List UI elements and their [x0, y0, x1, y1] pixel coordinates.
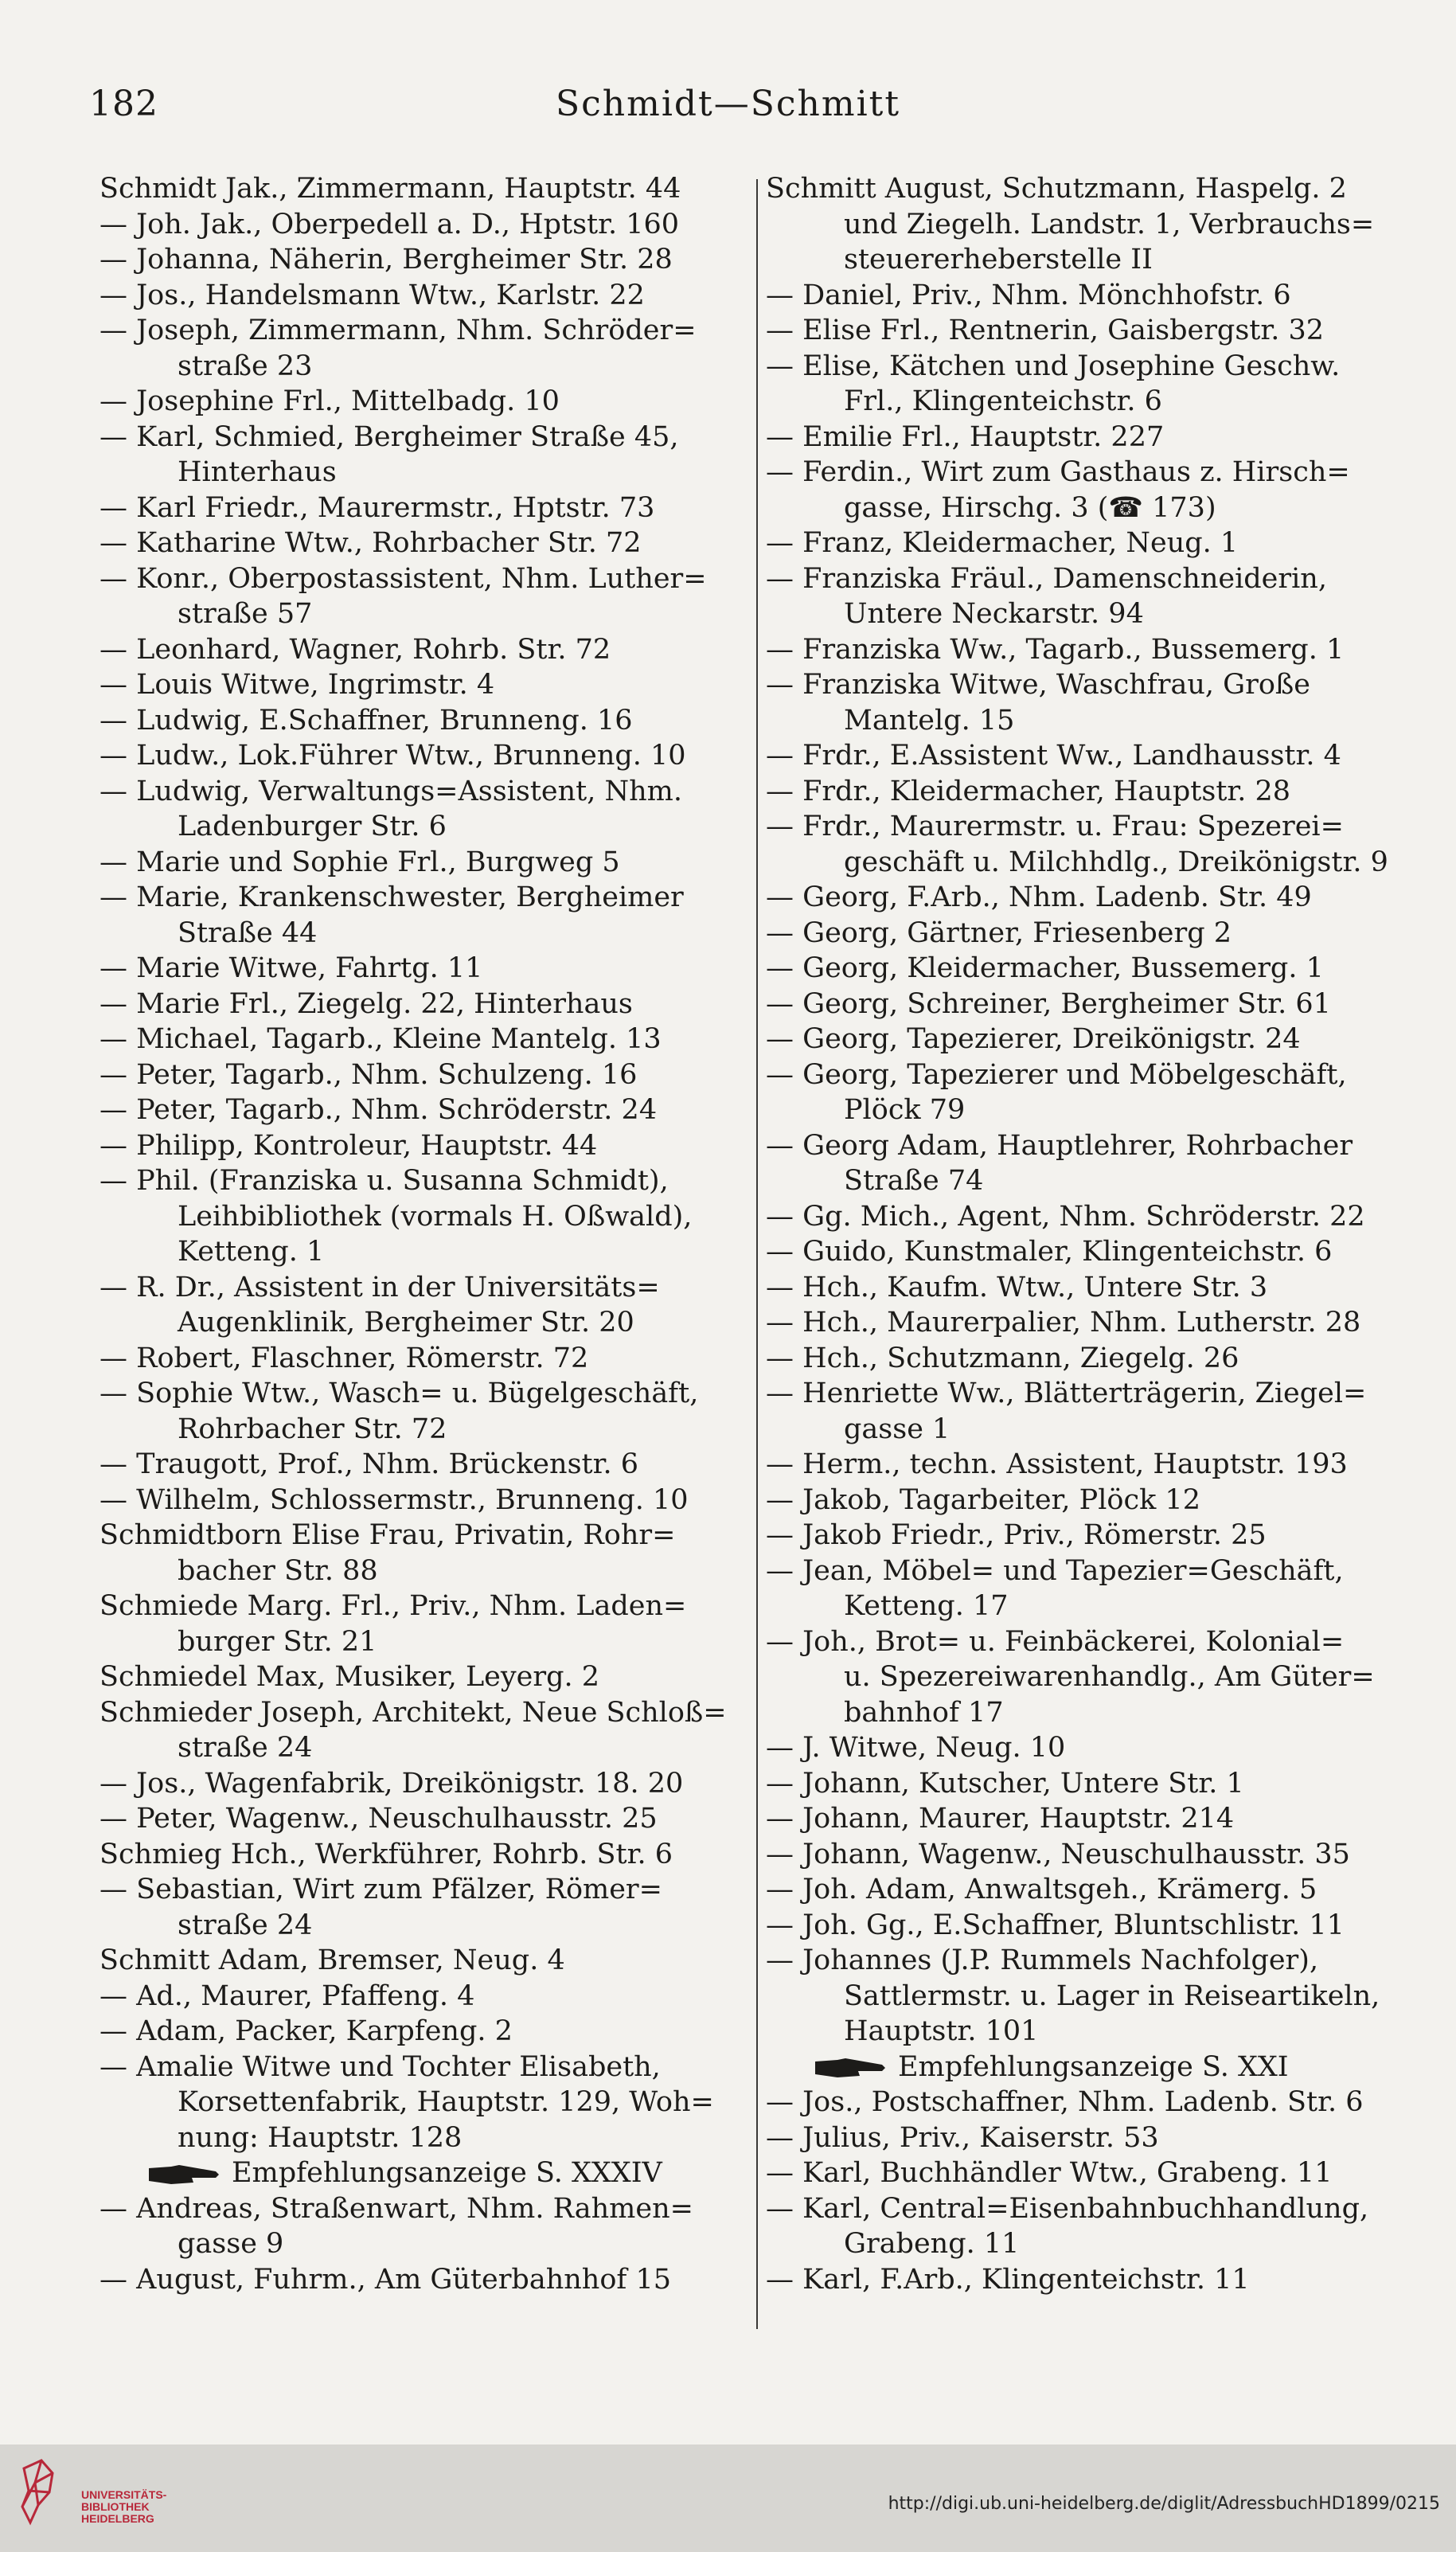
directory-entry: [100, 1943, 748, 1979]
entry-continuation-line: und Ziegelh. Landstr. 1, Verbrauchs=: [844, 208, 1375, 240]
entry-line: Schmidtborn Elise Frau, Privatin, Rohr=: [100, 1519, 676, 1551]
entry-line: — Johann, Maurer, Hauptstr. 214: [766, 1803, 1235, 1835]
entry-continuation-line: Korsettenfabrik, Hauptstr. 129, Woh=: [178, 2086, 714, 2118]
directory-entry: [766, 809, 1419, 880]
footer-bar: [0, 2445, 1456, 2552]
entry-line: — Ludw., Lok.Führer Wtw., Brunneng. 10: [100, 740, 686, 772]
entry-line: — R. Dr., Assistent in der Universitäts=: [100, 1271, 660, 1303]
entry-continuation-line: steuererheberstelle II: [844, 244, 1153, 276]
directory-entry: [766, 313, 1419, 349]
directory-entry: [766, 1908, 1419, 1944]
entry-line: Schmidt Jak., Zimmermann, Hauptstr. 44: [100, 173, 681, 205]
directory-entry: [100, 1163, 748, 1270]
entry-continuation-line: Grabeng. 11: [844, 2228, 1020, 2260]
directory-entry: [100, 1447, 748, 1483]
library-name-line: UNIVERSITÄTS-: [81, 2488, 167, 2501]
entry-line: — Ludwig, E.Schaffner, Brunneng. 16: [100, 704, 633, 737]
entry-line: — Franziska Fräul., Damenschneiderin,: [766, 562, 1327, 595]
entry-continuation-line: gasse 9: [178, 2228, 284, 2260]
directory-entry: [766, 2120, 1419, 2156]
directory-entry: [766, 1341, 1419, 1377]
directory-entry: [100, 278, 748, 314]
directory-entry: [766, 1128, 1419, 1199]
entry-line: — Frdr., Kleidermacher, Hauptstr. 28: [766, 775, 1291, 807]
entry-line: — Konr., Oberpostassistent, Nhm. Luther=: [100, 562, 707, 595]
directory-entry: [766, 1801, 1419, 1837]
entry-continuation-line: Straße 44: [178, 916, 318, 949]
entry-continuation-line: bahnhof 17: [844, 1696, 1004, 1729]
entry-line: — Karl Friedr., Maurermstr., Hptstr. 73: [100, 491, 655, 524]
entry-continuation-line: u. Spezereiwarenhandlg., Am Güter=: [844, 1661, 1375, 1693]
directory-entry: [766, 561, 1419, 632]
entry-line: — Georg, Schreiner, Bergheimer Str. 61: [766, 987, 1331, 1020]
directory-entry: [100, 420, 748, 490]
directory-entry: [766, 2155, 1419, 2191]
directory-entry: [100, 2191, 748, 2262]
directory-entry: [100, 703, 748, 739]
entry-continuation-line: gasse 1: [844, 1413, 950, 1445]
entry-continuation-line: Straße 74: [844, 1165, 984, 1197]
directory-entry: [100, 384, 748, 420]
directory-entry: [100, 2050, 748, 2156]
entry-continuation-line: Ketteng. 17: [844, 1590, 1009, 1622]
entry-line: — Frdr., Maurermstr. u. Frau: Spezerei=: [766, 811, 1344, 842]
directory-entry: [766, 526, 1419, 561]
directory-entry: [100, 1801, 748, 1837]
entry-line: Schmieg Hch., Werkführer, Rohrb. Str. 6: [100, 1838, 673, 1870]
entry-continuation-line: Rohrbacher Str. 72: [178, 1413, 447, 1445]
entry-line: — Phil. (Franziska u. Susanna Schmidt),: [100, 1165, 669, 1197]
directory-entry: [100, 845, 748, 881]
entry-continuation-line: Mantelg. 15: [844, 704, 1015, 737]
running-title: Schmidt—Schmitt: [555, 84, 901, 124]
entry-line: — Adam, Packer, Karpfeng. 2: [100, 2015, 513, 2047]
entry-continuation-line: geschäft u. Milchhdlg., Dreikönigstr. 9: [844, 846, 1388, 878]
directory-entry: [100, 951, 748, 987]
directory-entry: [100, 1270, 748, 1341]
entry-line: — Ad., Maurer, Pfaffeng. 4: [100, 1979, 475, 2012]
entry-line: — Elise, Kätchen und Josephine Geschw.: [766, 350, 1341, 382]
directory-entry: [766, 1766, 1419, 1802]
directory-entry: [766, 667, 1419, 738]
entry-line: — Peter, Wagenw., Neuschulhausstr. 25: [100, 1803, 658, 1835]
entry-continuation-line: bacher Str. 88: [178, 1554, 378, 1587]
university-seal-icon: [18, 2459, 59, 2532]
entry-line: — Guido, Kunstmaler, Klingenteichstr. 6: [766, 1236, 1333, 1268]
directory-entry: [766, 1376, 1419, 1447]
entry-line: — Philipp, Kontroleur, Hauptstr. 44: [100, 1129, 598, 1162]
directory-entry: [100, 313, 748, 384]
entry-continuation-line: gasse, Hirschg. 3 (☎ 173): [844, 491, 1216, 524]
directory-entry: [100, 1518, 748, 1589]
entry-continuation-line: Ketteng. 1: [178, 1236, 325, 1268]
entry-line: — Peter, Tagarb., Nhm. Schröderstr. 24: [100, 1094, 658, 1126]
directory-entry: [766, 1199, 1419, 1235]
directory-entry: [766, 774, 1419, 810]
directory-entry: [100, 2014, 748, 2050]
entry-line: — Jos., Wagenfabrik, Dreikönigstr. 18. 20: [100, 1767, 684, 1800]
entry-line: — Louis Witwe, Ingrimstr. 4: [100, 669, 495, 701]
directory-entry: [766, 951, 1419, 987]
entry-continuation-line: nung: Hauptstr. 128: [178, 2121, 463, 2154]
directory-entry: [100, 632, 748, 668]
directory-entry: [100, 987, 748, 1022]
entry-line: — Michael, Tagarb., Kleine Mantelg. 13: [100, 1023, 662, 1055]
entry-line: — Karl, Schmied, Bergheimer Straße 45,: [100, 420, 679, 453]
entry-line: — Jakob Friedr., Priv., Römerstr. 25: [766, 1519, 1267, 1551]
directory-entry: [100, 1659, 748, 1695]
entry-line: — Marie und Sophie Frl., Burgweg 5: [100, 846, 620, 878]
directory-entry: [100, 490, 748, 526]
entry-line: — Marie, Krankenschwester, Bergheimer: [100, 881, 684, 913]
entry-line: — Elise Frl., Rentnerin, Gaisbergstr. 32: [766, 315, 1325, 346]
entry-line: — Gg. Mich., Agent, Nhm. Schröderstr. 22: [766, 1200, 1365, 1233]
page-header: [0, 76, 1456, 139]
entry-line: Schmitt Adam, Bremser, Neug. 4: [100, 1944, 565, 1976]
entry-line: Schmiedel Max, Musiker, Leyerg. 2: [100, 1661, 600, 1693]
directory-columns: [0, 171, 1456, 2353]
entry-continuation-line: Augenklinik, Bergheimer Str. 20: [178, 1307, 634, 1339]
pointing-hand-icon: [147, 2163, 221, 2186]
directory-entry: [100, 1022, 748, 1057]
entry-line: — Robert, Flaschner, Römerstr. 72: [100, 1342, 589, 1374]
entry-line: — Julius, Priv., Kaiserstr. 53: [766, 2121, 1159, 2154]
entry-line: — Leonhard, Wagner, Rohrb. Str. 72: [100, 633, 611, 666]
entry-line: — Karl, F.Arb., Klingenteichstr. 11: [766, 2263, 1250, 2296]
directory-entry: [100, 667, 748, 703]
entry-line: — Ferdin., Wirt zum Gasthaus z. Hirsch=: [766, 456, 1350, 488]
entry-line: — Marie Witwe, Fahrtg. 11: [100, 952, 483, 984]
directory-entry: [766, 1872, 1419, 1908]
entry-line: Schmieder Joseph, Architekt, Neue Schloß=: [100, 1696, 727, 1729]
entry-line: — Georg, Kleidermacher, Bussemerg. 1: [766, 952, 1324, 984]
directory-entry: [100, 1376, 748, 1447]
directory-entry: [766, 1483, 1419, 1518]
column-divider: [756, 179, 758, 2329]
directory-entry: [766, 987, 1419, 1022]
directory-entry: [766, 2085, 1419, 2120]
directory-entry: [100, 171, 748, 207]
entry-line: — Frdr., E.Assistent Ww., Landhausstr. 4: [766, 740, 1341, 772]
entry-line: — Sebastian, Wirt zum Pfälzer, Römer=: [100, 1874, 662, 1905]
directory-entry: [766, 1057, 1419, 1128]
directory-entry: [100, 1695, 748, 1766]
directory-entry: [100, 1483, 748, 1518]
advertisement-reference: [766, 2050, 1419, 2085]
entry-line: — Johannes (J.P. Rummels Nachfolger),: [766, 1944, 1319, 1976]
directory-entry: [766, 2262, 1419, 2298]
directory-entry: [766, 171, 1419, 278]
entry-line: — Jakob, Tagarbeiter, Plöck 12: [766, 1483, 1200, 1516]
entry-line: — Joseph, Zimmermann, Nhm. Schröder=: [100, 315, 697, 346]
advertisement-text: Empfehlungsanzeige S. XXXIV: [232, 2157, 662, 2189]
directory-entry: [766, 349, 1419, 420]
library-logo[interactable]: [18, 2459, 177, 2538]
directory-entry: [766, 1022, 1419, 1057]
entry-line: — August, Fuhrm., Am Güterbahnhof 15: [100, 2263, 672, 2296]
right-column: [766, 171, 1419, 2297]
entry-line: — Georg, Tapezierer, Dreikönigstr. 24: [766, 1023, 1301, 1055]
pointing-hand-icon: [814, 2057, 887, 2079]
entry-line: — Georg, Tapezierer und Möbelgeschäft,: [766, 1058, 1347, 1091]
entry-line: — Franz, Kleidermacher, Neug. 1: [766, 527, 1239, 559]
library-name-line: HEIDELBERG: [81, 2512, 154, 2525]
entry-line: — Johann, Wagenw., Neuschulhausstr. 35: [766, 1838, 1350, 1870]
entry-line: — Franziska Ww., Tagarb., Bussemerg. 1: [766, 633, 1345, 666]
entry-line: — J. Witwe, Neug. 10: [766, 1732, 1066, 1764]
library-name-line: BIBLIOTHEK: [81, 2500, 150, 2513]
directory-entry: [766, 1270, 1419, 1306]
directory-entry: [100, 1837, 748, 1873]
entry-line: — Henriette Ww., Blätterträgerin, Ziegel=: [766, 1378, 1367, 1409]
entry-continuation-line: straße 57: [178, 598, 313, 630]
directory-entry: [100, 207, 748, 243]
directory-entry: [100, 1092, 748, 1128]
directory-entry: [766, 1624, 1419, 1731]
entry-continuation-line: burger Str. 21: [178, 1625, 377, 1658]
entry-line: — Georg Adam, Hauptlehrer, Rohrbacher: [766, 1129, 1353, 1162]
entry-line: — Georg, Gärtner, Friesenberg 2: [766, 916, 1232, 949]
entry-line: — Johanna, Näherin, Bergheimer Str. 28: [100, 244, 673, 276]
directory-entry: [100, 1872, 748, 1943]
entry-line: Schmiede Marg. Frl., Priv., Nhm. Laden=: [100, 1590, 687, 1622]
entry-line: — Franziska Witwe, Waschfrau, Große: [766, 669, 1310, 701]
directory-entry: [100, 2262, 748, 2298]
entry-line: Schmitt August, Schutzmann, Haspelg. 2: [766, 173, 1347, 205]
entry-line: — Emilie Frl., Hauptstr. 227: [766, 420, 1165, 453]
entry-line: — Joh. Jak., Oberpedell a. D., Hptstr. 160: [100, 208, 680, 240]
directory-entry: [766, 880, 1419, 916]
directory-entry: [100, 774, 748, 845]
directory-entry: [100, 1341, 748, 1377]
directory-entry: [766, 1943, 1419, 2050]
entry-continuation-line: Ladenburger Str. 6: [178, 811, 447, 842]
entry-line: — Peter, Tagarb., Nhm. Schulzeng. 16: [100, 1058, 638, 1091]
entry-line: — Daniel, Priv., Nhm. Mönchhofstr. 6: [766, 279, 1291, 311]
entry-line: — Joh., Brot= u. Feinbäckerei, Kolonial=: [766, 1625, 1345, 1658]
page-number: 182: [89, 84, 158, 124]
entry-line: — Johann, Kutscher, Untere Str. 1: [766, 1767, 1244, 1800]
entry-continuation-line: straße 23: [178, 350, 313, 382]
directory-entry: [766, 1234, 1419, 1270]
entry-line: — Jos., Handelsmann Wtw., Karlstr. 22: [100, 279, 645, 311]
entry-line: — Amalie Witwe und Tochter Elisabeth,: [100, 2050, 661, 2083]
directory-entry: [766, 1730, 1419, 1766]
entry-line: — Karl, Buchhändler Wtw., Grabeng. 11: [766, 2157, 1333, 2189]
entry-continuation-line: Hinterhaus: [178, 456, 337, 488]
entry-line: — Herm., techn. Assistent, Hauptstr. 193: [766, 1448, 1348, 1480]
advertisement-reference: [100, 2155, 748, 2191]
directory-entry: [100, 1979, 748, 2015]
directory-entry: [766, 916, 1419, 952]
directory-entry: [100, 880, 748, 951]
entry-continuation-line: Plöck 79: [844, 1094, 966, 1126]
entry-line: — Joh. Gg., E.Schaffner, Bluntschlistr. 11: [766, 1909, 1345, 1941]
entry-line: — Jos., Postschaffner, Nhm. Ladenb. Str. 6: [766, 2086, 1364, 2118]
directory-entry: [766, 420, 1419, 455]
directory-entry: [100, 2155, 748, 2191]
entry-continuation-line: Frl., Klingenteichstr. 6: [844, 385, 1162, 417]
entry-line: — Georg, F.Arb., Nhm. Ladenb. Str. 49: [766, 881, 1312, 913]
directory-entry: [100, 1766, 748, 1802]
directory-entry: [100, 1128, 748, 1164]
entry-line: — Joh. Adam, Anwaltsgeh., Krämerg. 5: [766, 1874, 1317, 1905]
directory-entry: [766, 1305, 1419, 1341]
directory-entry: [766, 1518, 1419, 1553]
entry-line: — Wilhelm, Schlossermstr., Brunneng. 10: [100, 1483, 689, 1516]
directory-entry: [766, 632, 1419, 668]
entry-line: — Hch., Schutzmann, Ziegelg. 26: [766, 1342, 1239, 1374]
entry-continuation-line: Hauptstr. 101: [844, 2015, 1039, 2047]
entry-line: — Hch., Kaufm. Wtw., Untere Str. 3: [766, 1271, 1268, 1303]
directory-entry: [100, 561, 748, 632]
entry-line: — Andreas, Straßenwart, Nhm. Rahmen=: [100, 2192, 693, 2225]
source-url[interactable]: http://digi.ub.uni-heidelberg.de/diglit/AdressbuchHD1899/0215: [888, 2494, 1440, 2514]
entry-continuation-line: straße 24: [178, 1909, 313, 1941]
directory-entry: [766, 2191, 1419, 2262]
directory-entry: [766, 278, 1419, 314]
entry-continuation-line: Leihbibliothek (vormals H. Oßwald),: [178, 1200, 693, 1233]
directory-entry: [100, 242, 748, 278]
left-column: [100, 171, 748, 2297]
directory-entry: [100, 1057, 748, 1093]
entry-line: — Hch., Maurerpalier, Nhm. Lutherstr. 28: [766, 1307, 1361, 1339]
entry-line: — Marie Frl., Ziegelg. 22, Hinterhaus: [100, 987, 633, 1020]
directory-entry: [766, 1447, 1419, 1483]
advertisement-text: Empfehlungsanzeige S. XXI: [898, 2050, 1289, 2083]
entry-line: — Sophie Wtw., Wasch= u. Bügelgeschäft,: [100, 1378, 699, 1409]
directory-entry: [100, 738, 748, 774]
entry-continuation-line: straße 24: [178, 1732, 313, 1764]
directory-entry: [766, 455, 1419, 526]
entry-line: — Katharine Wtw., Rohrbacher Str. 72: [100, 527, 642, 559]
entry-line: — Jean, Möbel= und Tapezier=Geschäft,: [766, 1554, 1344, 1587]
directory-entry: [766, 738, 1419, 774]
directory-entry: [766, 1553, 1419, 1624]
directory-entry: [100, 526, 748, 561]
entry-line: — Karl, Central=Eisenbahnbuchhandlung,: [766, 2192, 1369, 2225]
entry-line: — Ludwig, Verwaltungs=Assistent, Nhm.: [100, 775, 682, 807]
directory-entry: [766, 2050, 1419, 2085]
entry-line: — Traugott, Prof., Nhm. Brückenstr. 6: [100, 1448, 638, 1480]
directory-entry: [766, 1837, 1419, 1873]
entry-continuation-line: Untere Neckarstr. 94: [844, 598, 1144, 630]
entry-continuation-line: Sattlermstr. u. Lager in Reiseartikeln,: [844, 1979, 1380, 2012]
entry-line: — Josephine Frl., Mittelbadg. 10: [100, 385, 560, 417]
library-name: [81, 2489, 166, 2525]
directory-entry: [100, 1589, 748, 1659]
